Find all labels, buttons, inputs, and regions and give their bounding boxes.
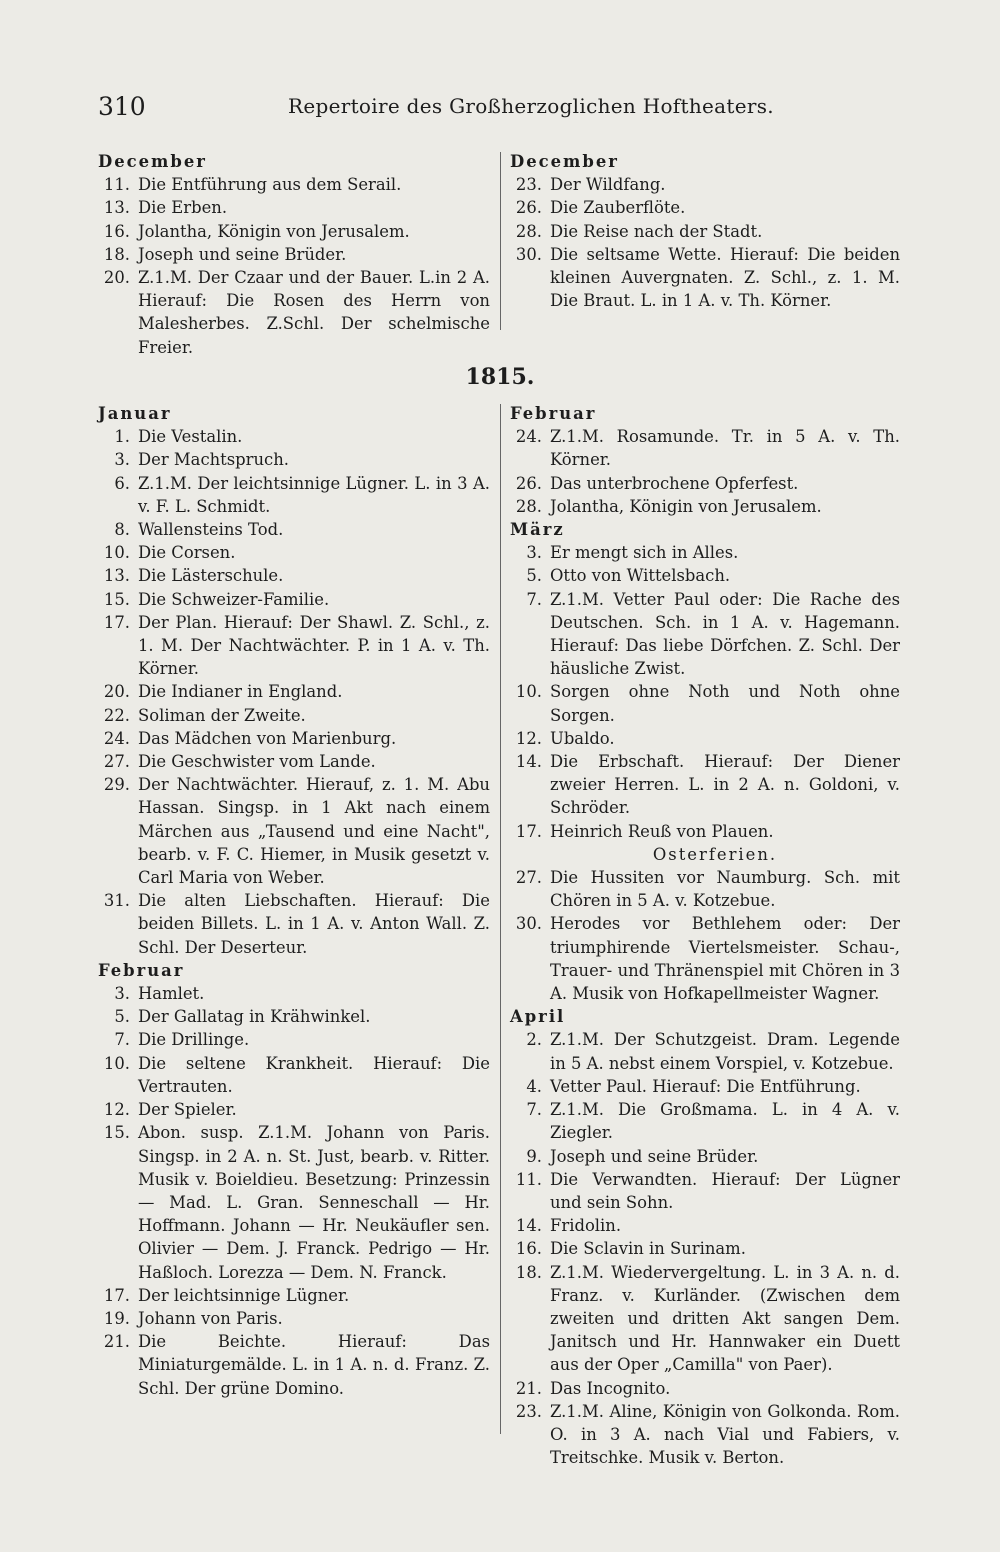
performance-entry: [510, 1214, 900, 1237]
performance-entry: [510, 425, 900, 471]
entry-text: Z.1.M. Aline, Königin von Golkonda. Rom. O. in 3 A. nach Vial und Fabiers, v. Treitschke. Musik v. Berton.: [550, 1401, 900, 1468]
entry-text: Joseph und seine Brüder.: [138, 244, 347, 264]
entry-day: 17.: [515, 821, 542, 841]
entry-day: 21.: [515, 1378, 542, 1398]
performance-entry: [510, 1075, 900, 1098]
entry-text: Abon. susp. Z.1.M. Johann von Paris. Singsp. in 2 A. n. St. Just, bearb. v. Ritter. Musik v. Boieldieu. Besetzung: Prinzessin — Mad. L. Gran. Senneschall — Hr. Hoffmann. Johann — Hr. Neukäufler sen. Olivier — Dem. J. Franck. Pedrigo — Hr. Haßloch. Lorezza — Dem. N. Franck.: [138, 1123, 490, 1282]
performance-entry: [98, 425, 490, 448]
performance-entry: [510, 196, 900, 219]
entry-text: Z.1.M. Die Großmama. L. in 4 A. v. Ziegler.: [550, 1100, 900, 1143]
entry-text: Die Hussiten vor Naumburg. Sch. mit Chören in 5 A. v. Kotzebue.: [550, 868, 900, 911]
performance-entry: [98, 196, 490, 219]
entry-day: 3.: [114, 450, 130, 470]
performance-entry: [510, 1145, 900, 1168]
entry-day: 3.: [114, 984, 130, 1004]
entry-text: Er mengt sich in Alles.: [550, 543, 739, 563]
entry-day: 3.: [526, 543, 542, 563]
entry-text: Die Corsen.: [138, 543, 236, 563]
performance-entry: [98, 611, 490, 681]
entry-text: Ubaldo.: [550, 728, 615, 748]
performance-entry: [98, 173, 490, 196]
performance-entry: [510, 495, 900, 518]
performance-entry: [510, 1400, 900, 1470]
entry-text: Die Zauberflöte.: [550, 198, 686, 218]
month-heading: April: [510, 1007, 566, 1027]
page-header: [98, 92, 898, 128]
entry-text: Der Spieler.: [138, 1100, 237, 1120]
entry-day: 2.: [526, 1030, 542, 1050]
entry-day: 30.: [515, 244, 542, 264]
performance-entry: [98, 704, 490, 727]
entry-day: 11.: [515, 1169, 542, 1189]
entry-text: Joseph und seine Brüder.: [550, 1146, 759, 1166]
performance-entry: [98, 750, 490, 773]
entry-day: 26.: [515, 198, 542, 218]
entry-day: 7.: [526, 589, 542, 609]
entry-text: Die Reise nach der Stadt.: [550, 221, 763, 241]
entry-day: 4.: [526, 1076, 542, 1096]
entry-day: 16.: [103, 221, 130, 241]
performance-entry: [510, 1237, 900, 1260]
performance-entry: [510, 866, 900, 912]
performance-entry: [510, 564, 900, 587]
entry-text: Z.1.M. Vetter Paul oder: Die Rache des Deutschen. Sch. in 1 A. v. Hagemann. Hierauf: Das liebe Dörfchen. Z. Schl. Der häusliche Zwist.: [550, 589, 900, 679]
performance-entry: [98, 727, 490, 750]
entry-text: Otto von Wittelsbach.: [550, 566, 731, 586]
performance-entry: [98, 243, 490, 266]
entry-day: 12.: [103, 1100, 130, 1120]
entry-day: 24.: [103, 728, 130, 748]
performance-entry: [510, 680, 900, 726]
performance-entry: [510, 820, 900, 843]
performance-entry: [98, 588, 490, 611]
entry-text: Jolantha, Königin von Jerusalem.: [138, 221, 410, 241]
performance-entry: [98, 1028, 490, 1051]
entry-text: Sorgen ohne Noth und Noth ohne Sorgen.: [550, 682, 900, 725]
entry-text: Die Schweizer-Familie.: [138, 589, 330, 609]
entry-text: Fridolin.: [550, 1216, 622, 1236]
entry-day: 20.: [103, 268, 130, 288]
entry-day: 27.: [515, 868, 542, 888]
entry-text: Der Wildfang.: [550, 175, 666, 195]
entry-text: Johann von Paris.: [138, 1308, 283, 1328]
entry-text: Die Lästerschule.: [138, 566, 284, 586]
entry-day: 24.: [515, 427, 542, 447]
entry-day: 26.: [515, 473, 542, 493]
entry-day: 18.: [103, 244, 130, 264]
entry-text: Der Machtspruch.: [138, 450, 290, 470]
entry-day: 8.: [114, 520, 130, 540]
entry-day: 23.: [515, 1401, 542, 1421]
performance-entry: [98, 889, 490, 959]
month-heading: Februar: [510, 404, 597, 423]
entry-day: 17.: [103, 1285, 130, 1305]
entry-day: 15.: [103, 589, 130, 609]
performance-entry: [510, 541, 900, 564]
performance-entry: [98, 1121, 490, 1283]
entry-day: 9.: [526, 1146, 542, 1166]
entry-day: 23.: [515, 175, 542, 195]
column-divider-top: [500, 152, 501, 330]
column-top-right: [510, 150, 900, 312]
entry-day: 13.: [103, 198, 130, 218]
entry-day: 7.: [114, 1030, 130, 1050]
column-left: [98, 402, 490, 1400]
entry-text: Die alten Liebschaften. Hierauf: Die beiden Billets. L. in 1 A. v. Anton Wall. Z. Schl. Der Deserteur.: [138, 891, 490, 957]
entry-text: Die Drillinge.: [138, 1030, 250, 1050]
entry-text: Der Plan. Hierauf: Der Shawl. Z. Schl., z. 1. M. Der Nachtwächter. P. in 1 A. v. Th. Körner.: [138, 612, 490, 679]
entry-day: 14.: [515, 752, 542, 772]
entry-day: 15.: [103, 1123, 130, 1143]
entry-day: 27.: [103, 752, 130, 772]
entry-text: Die Geschwister vom Lande.: [138, 752, 376, 772]
column-divider-main: [500, 404, 501, 1434]
entry-text: Die Erben.: [138, 198, 228, 218]
entry-day: 17.: [103, 612, 130, 632]
performance-entry: [510, 1168, 900, 1214]
entry-day: 22.: [103, 705, 130, 725]
entry-text: Der Gallatag in Krähwinkel.: [138, 1007, 371, 1027]
entry-day: 5.: [526, 566, 542, 586]
performance-entry: [510, 750, 900, 820]
performance-entry: [510, 588, 900, 681]
performance-entry: [98, 472, 490, 518]
entry-day: 20.: [103, 682, 130, 702]
entry-text: Vetter Paul. Hierauf: Die Entführung.: [550, 1076, 861, 1096]
entry-text: Z.1.M. Der Czaar und der Bauer. L.in 2 A. Hierauf: Die Rosen des Herrn von Malesherbes. Z.Schl. Der schelmische Freier.: [138, 268, 490, 357]
performance-entry: [510, 1028, 900, 1074]
entry-day: 12.: [515, 728, 542, 748]
performance-entry: [510, 243, 900, 313]
performance-entry: [510, 1377, 900, 1400]
entry-text: Die Erbschaft. Hierauf: Der Diener zweier Herren. L. in 2 A. n. Goldoni, v. Schröder.: [550, 752, 900, 818]
performance-entry: [510, 173, 900, 196]
performance-entry: [510, 472, 900, 495]
year-heading: 1815.: [465, 364, 535, 390]
performance-entry: [98, 982, 490, 1005]
entry-text: Z.1.M. Der leichtsinnige Lügner. L. in 3 A. v. F. L. Schmidt.: [138, 473, 490, 516]
entry-day: 5.: [114, 1007, 130, 1027]
entry-text: Die Sclavin in Surinam.: [550, 1239, 746, 1259]
page-number: 310: [98, 92, 146, 121]
entry-day: 19.: [103, 1308, 130, 1328]
entry-text: Das Incognito.: [550, 1378, 671, 1398]
entry-day: 7.: [526, 1100, 542, 1120]
entry-day: 30.: [515, 914, 542, 934]
entry-day: 28.: [515, 221, 542, 241]
entry-text: Die Indianer in England.: [138, 682, 343, 702]
entry-day: 29.: [103, 775, 130, 795]
entry-text: Die Beichte. Hierauf: Das Miniaturgemälde. L. in 1 A. n. d. Franz. Z. Schl. Der grüne Domino.: [138, 1332, 490, 1398]
entry-text: Das unterbrochene Opferfest.: [550, 473, 799, 493]
performance-entry: [98, 1330, 490, 1400]
performance-entry: [98, 1307, 490, 1330]
entry-day: 21.: [103, 1332, 130, 1352]
entry-text: Heinrich Reuß von Plauen.: [550, 821, 774, 841]
entry-day: 10.: [515, 682, 542, 702]
entry-day: 1.: [114, 427, 130, 447]
entry-text: Die Vestalin.: [138, 427, 243, 447]
entry-text: Die seltene Krankheit. Hierauf: Die Vertrauten.: [138, 1053, 490, 1096]
performance-entry: [98, 266, 490, 359]
performance-entry: [98, 220, 490, 243]
entry-text: Z.1.M. Der Schutzgeist. Dram. Legende in 5 A. nebst einem Vorspiel, v. Kotzebue.: [550, 1030, 900, 1073]
month-heading: Februar: [98, 960, 185, 980]
performance-entry: [98, 564, 490, 587]
column-right: [510, 402, 900, 1469]
month-heading: März: [510, 520, 565, 540]
section-note: Osterferien.: [652, 844, 778, 864]
entry-text: Hamlet.: [138, 984, 205, 1004]
performance-entry: [510, 912, 900, 1005]
column-top-left: [98, 150, 490, 359]
entry-text: Die seltsame Wette. Hierauf: Die beiden kleinen Auvergnaten. Z. Schl., z. 1. M. Die Braut. L. in 1 A. v. Th. Körner.: [550, 244, 900, 311]
entry-text: Z.1.M. Wiedervergeltung. L. in 3 A. n. d. Franz. v. Kurländer. (Zwischen dem zweiten und dritten Akt sangen Dem. Janitsch und Hr. Hannwaker ein Duett aus der Oper „Camilla" von Paer).: [550, 1262, 900, 1375]
entry-day: 13.: [103, 566, 130, 586]
performance-entry: [98, 680, 490, 703]
entry-day: 10.: [103, 543, 130, 563]
entry-day: 6.: [114, 473, 130, 493]
entry-day: 14.: [515, 1216, 542, 1236]
entry-day: 10.: [103, 1053, 130, 1073]
entry-day: 18.: [515, 1262, 542, 1282]
performance-entry: [98, 1098, 490, 1121]
month-heading: December: [98, 152, 207, 171]
entry-text: Das Mädchen von Marienburg.: [138, 728, 397, 748]
performance-entry: [510, 220, 900, 243]
performance-entry: [98, 518, 490, 541]
entry-text: Z.1.M. Rosamunde. Tr. in 5 A. v. Th. Körner.: [550, 427, 900, 470]
entry-text: Der Nachtwächter. Hierauf, z. 1. M. Abu Hassan. Singsp. in 1 Akt nach einem Märchen aus „Tausend und eine Nacht", bearb. v. F. C. Hiemer, in Musik gesetzt v. Carl Maria von Weber.: [138, 775, 490, 888]
performance-entry: [98, 448, 490, 471]
entry-text: Wallensteins Tod.: [138, 520, 284, 540]
entry-day: 16.: [515, 1239, 542, 1259]
performance-entry: [98, 1005, 490, 1028]
performance-entry: [98, 773, 490, 889]
entry-day: 11.: [103, 175, 130, 195]
entry-text: Der leichtsinnige Lügner.: [138, 1285, 350, 1305]
running-title: Repertoire des Großherzoglichen Hoftheaters.: [288, 94, 774, 118]
month-heading: Januar: [98, 404, 172, 423]
month-heading: December: [510, 152, 619, 171]
entry-text: Jolantha, Königin von Jerusalem.: [550, 496, 822, 516]
performance-entry: [98, 541, 490, 564]
entry-day: 28.: [515, 496, 542, 516]
entry-text: Die Entführung aus dem Serail.: [138, 175, 402, 195]
performance-entry: [98, 1284, 490, 1307]
entry-text: Herodes vor Bethlehem oder: Der triumphirende Viertelsmeister. Schau-, Trauer- und Thränenspiel mit Chören in 3 A. Musik von Hofkapellmeister Wagner.: [550, 914, 900, 1004]
performance-entry: [510, 727, 900, 750]
performance-entry: [510, 1098, 900, 1144]
entry-text: Die Verwandten. Hierauf: Der Lügner und sein Sohn.: [550, 1169, 900, 1212]
performance-entry: [510, 1261, 900, 1377]
entry-text: Soliman der Zweite.: [138, 705, 306, 725]
performance-entry: [98, 1052, 490, 1098]
entry-day: 31.: [103, 891, 130, 911]
